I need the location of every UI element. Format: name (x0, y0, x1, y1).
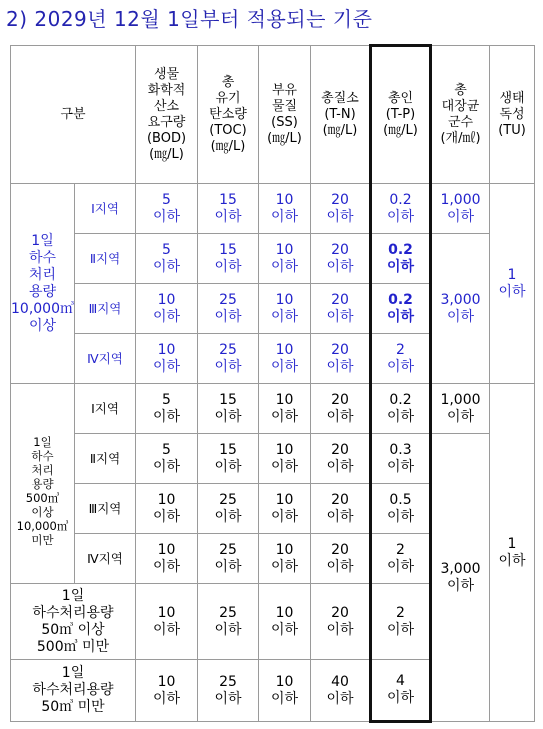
tp-cell: 0.2 이하 (371, 234, 431, 284)
table-row (11, 184, 535, 234)
toc-cell: 25 이하 (198, 660, 259, 722)
region-label: Ⅲ지역 (75, 484, 136, 534)
tn-cell: 20 이하 (311, 334, 371, 384)
header-category: 구분 (11, 46, 136, 184)
tp-cell: 2 이하 (371, 334, 431, 384)
region-label: Ⅰ지역 (75, 184, 136, 234)
region-label: Ⅳ지역 (75, 334, 136, 384)
bod-cell: 10 이하 (136, 660, 198, 722)
tn-cell: 20 이하 (311, 384, 371, 434)
bod-cell: 10 이하 (136, 284, 198, 334)
ss-cell: 10 이하 (259, 384, 311, 434)
header-ss: 부유 물질 (SS) (㎎/L) (259, 46, 311, 184)
coliform-cell: 1,000 이하 (431, 384, 490, 434)
table-row (11, 434, 535, 484)
header-tp: 총인 (T-P) (㎎/L) (371, 46, 431, 184)
tp-cell: 2 이하 (371, 534, 431, 584)
region-label: Ⅰ지역 (75, 384, 136, 434)
coliform-cell: 1,000 이하 (431, 184, 490, 234)
ss-cell: 10 이하 (259, 484, 311, 534)
group4-label: 1일 하수처리용량 50㎥ 미만 (11, 660, 136, 722)
ss-cell: 10 이하 (259, 334, 311, 384)
toc-cell: 25 이하 (198, 584, 259, 660)
header-tu: 생태 독성 (TU) (490, 46, 535, 184)
bod-cell: 10 이하 (136, 584, 198, 660)
toc-cell: 15 이하 (198, 234, 259, 284)
table-row (11, 234, 535, 284)
tp-cell: 0.2 이하 (371, 184, 431, 234)
tp-cell: 2 이하 (371, 584, 431, 660)
tn-cell: 20 이하 (311, 184, 371, 234)
region-label: Ⅱ지역 (75, 434, 136, 484)
ss-cell: 10 이하 (259, 434, 311, 484)
header-tn: 총질소 (T-N) (㎎/L) (311, 46, 371, 184)
header-coliform: 총 대장균 군수 (개/㎖) (431, 46, 490, 184)
toc-cell: 15 이하 (198, 384, 259, 434)
group2-label (11, 384, 75, 584)
coliform-cell: 3,000 이하 (431, 434, 490, 722)
tn-cell: 20 이하 (311, 234, 371, 284)
ss-cell: 10 이하 (259, 284, 311, 334)
tu-cell: 1 이하 (490, 184, 535, 384)
toc-cell: 15 이하 (198, 184, 259, 234)
header-row (11, 46, 535, 184)
toc-cell: 25 이하 (198, 284, 259, 334)
ss-cell: 10 이하 (259, 534, 311, 584)
group1-label: 1일 하수 처리 용량 10,000㎥ 이상 (11, 184, 75, 384)
bod-cell: 5 이하 (136, 184, 198, 234)
page-title: 2) 2029년 12월 1일부터 적용되는 기준 (6, 7, 373, 31)
bod-cell: 10 이하 (136, 334, 198, 384)
group2-label-text: 1일 하수 처리 용량 500㎥ 이상 10,000㎥ 미만 (16, 434, 69, 547)
region-label: Ⅲ지역 (75, 284, 136, 334)
header-toc: 총 유기 탄소량 (TOC) (㎎/L) (198, 46, 259, 184)
tn-cell: 20 이하 (311, 584, 371, 660)
region-label: Ⅳ지역 (75, 534, 136, 584)
tu-cell: 1 이하 (490, 384, 535, 722)
tn-cell: 40 이하 (311, 660, 371, 722)
toc-cell: 25 이하 (198, 534, 259, 584)
ss-cell: 10 이하 (259, 660, 311, 722)
bod-cell: 10 이하 (136, 534, 198, 584)
effluent-standards-table (10, 44, 535, 723)
ss-cell: 10 이하 (259, 584, 311, 660)
tp-cell: 0.2 이하 (371, 284, 431, 334)
toc-cell: 15 이하 (198, 434, 259, 484)
tp-cell: 0.3 이하 (371, 434, 431, 484)
bod-cell: 5 이하 (136, 434, 198, 484)
header-bod: 생물 화학적 산소 요구량 (BOD) (㎎/L) (136, 46, 198, 184)
bod-cell: 5 이하 (136, 234, 198, 284)
tn-cell: 20 이하 (311, 534, 371, 584)
region-label: Ⅱ지역 (75, 234, 136, 284)
tp-cell: 4 이하 (371, 660, 431, 722)
coliform-cell: 3,000 이하 (431, 234, 490, 384)
ss-cell: 10 이하 (259, 184, 311, 234)
bod-cell: 10 이하 (136, 484, 198, 534)
tn-cell: 20 이하 (311, 484, 371, 534)
tp-cell: 0.5 이하 (371, 484, 431, 534)
bod-cell: 5 이하 (136, 384, 198, 434)
group3-label: 1일 하수처리용량 50㎥ 이상 500㎥ 미만 (11, 584, 136, 660)
ss-cell: 10 이하 (259, 234, 311, 284)
tn-cell: 20 이하 (311, 434, 371, 484)
tp-cell: 0.2 이하 (371, 384, 431, 434)
toc-cell: 25 이하 (198, 484, 259, 534)
toc-cell: 25 이하 (198, 334, 259, 384)
table-row (11, 384, 535, 434)
tn-cell: 20 이하 (311, 284, 371, 334)
